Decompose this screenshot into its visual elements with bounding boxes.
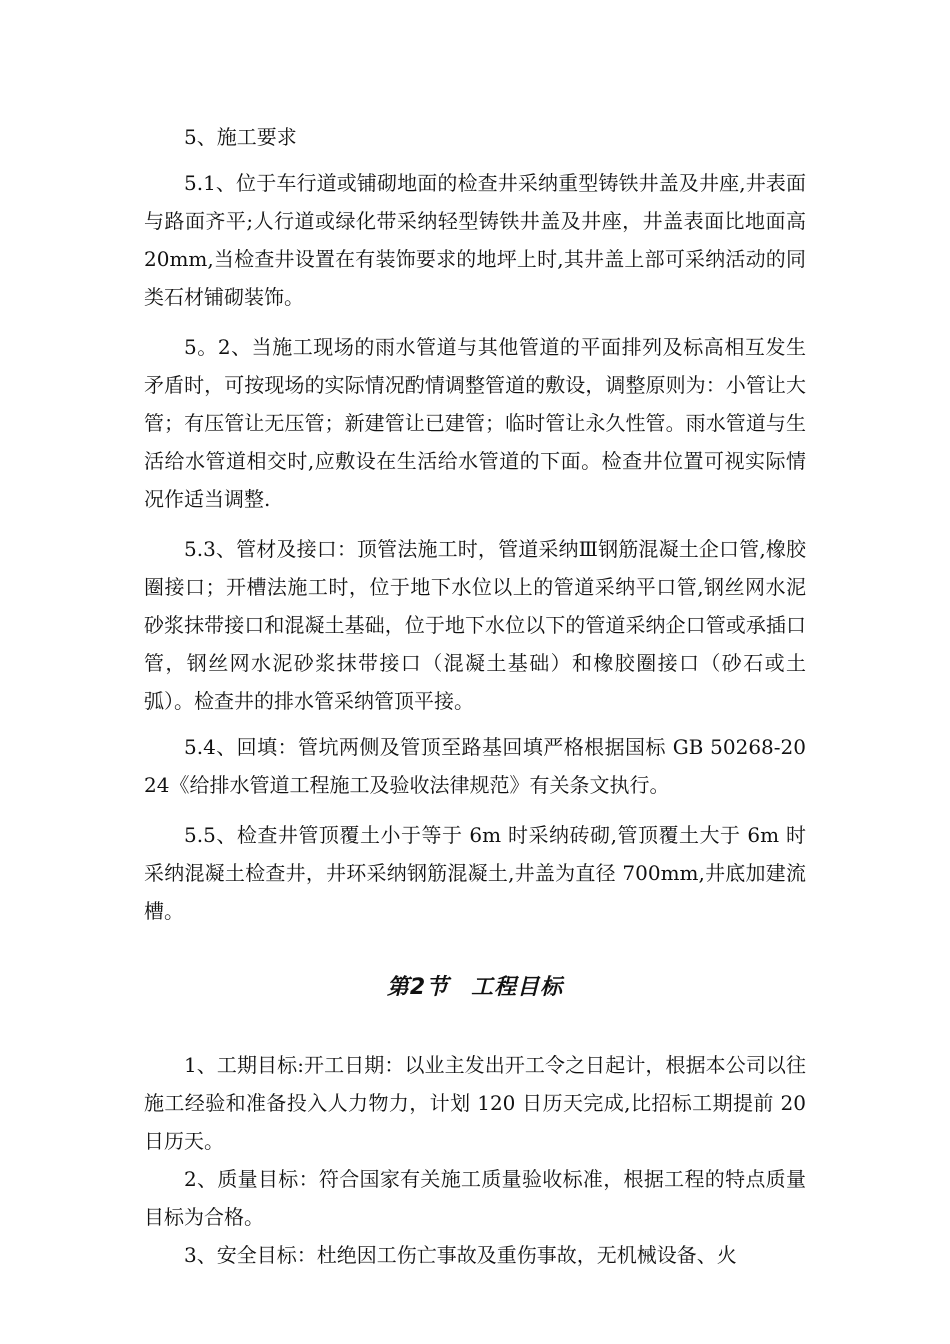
- goal-schedule: 1、工期目标:开工日期：以业主发出开工令之日起计，根据本公司以往施工经验和准备投入人力物力，计划 120 日历天完成,比招标工期提前 20 日历天。: [144, 1053, 806, 1153]
- goal-safety: 3、安全目标：杜绝因工伤亡事故及重伤事故，无机械设备、火: [184, 1243, 737, 1267]
- section-heading-title: 工程目标: [471, 975, 564, 1000]
- paragraph-5-1: 5.1、位于车行道或铺砌地面的检查井采纳重型铸铁井盖及井座,井表面与路面齐平;人行道或绿化带采纳轻型铸铁井盖及井座，井盖表面比地面高 20mm,当检查井设置在有装饰要求的地坪上时,其井盖上部可采纳活动的同类石材铺砌装饰。: [144, 171, 806, 309]
- paragraph-5-5: 5.5、检查井管顶覆土小于等于 6m 时采纳砖砌,管顶覆土大于 6m 时采纳混凝土检查井，井环采纳钢筋混凝土,井盖为直径 700mm,井底加建流槽。: [144, 823, 806, 923]
- section-heading-number: 第2节: [386, 975, 450, 1000]
- document-body: [144, 118, 806, 1274]
- paragraph-5-4: 5.4、回填：管坑两侧及管顶至路基回填严格根据国标 GB 50268-2024《给排水管道工程施工及验收法律规范》有关条文执行。: [144, 735, 806, 797]
- section-title: 5、施工要求: [184, 125, 297, 149]
- section-heading: [144, 968, 806, 1008]
- paragraph-5-2: 5。2、当施工现场的雨水管道与其他管道的平面排列及标高相互发生矛盾时，可按现场的实际情况酌情调整管道的敷设，调整原则为：小管让大管；有压管让无压管；新建管让已建管；临时管让永久性管。雨水管道与生活给水管道相交时,应敷设在生活给水管道的下面。检查井位置可视实际情况作适当调整.: [144, 335, 806, 511]
- paragraph-5-3: 5.3、管材及接口：顶管法施工时，管道采纳Ⅲ钢筋混凝土企口管,橡胶圈接口；开槽法施工时，位于地下水位以上的管道采纳平口管,钢丝网水泥砂浆抹带接口和混凝土基础，位于地下水位以下的管道采纳企口管或承插口管，钢丝网水泥砂浆抹带接口（混凝土基础）和橡胶圈接口（砂石或土弧）。检查井的排水管采纳管顶平接。: [144, 537, 806, 713]
- goal-quality: 2、质量目标：符合国家有关施工质量验收标准，根据工程的特点质量目标为合格。: [144, 1167, 806, 1229]
